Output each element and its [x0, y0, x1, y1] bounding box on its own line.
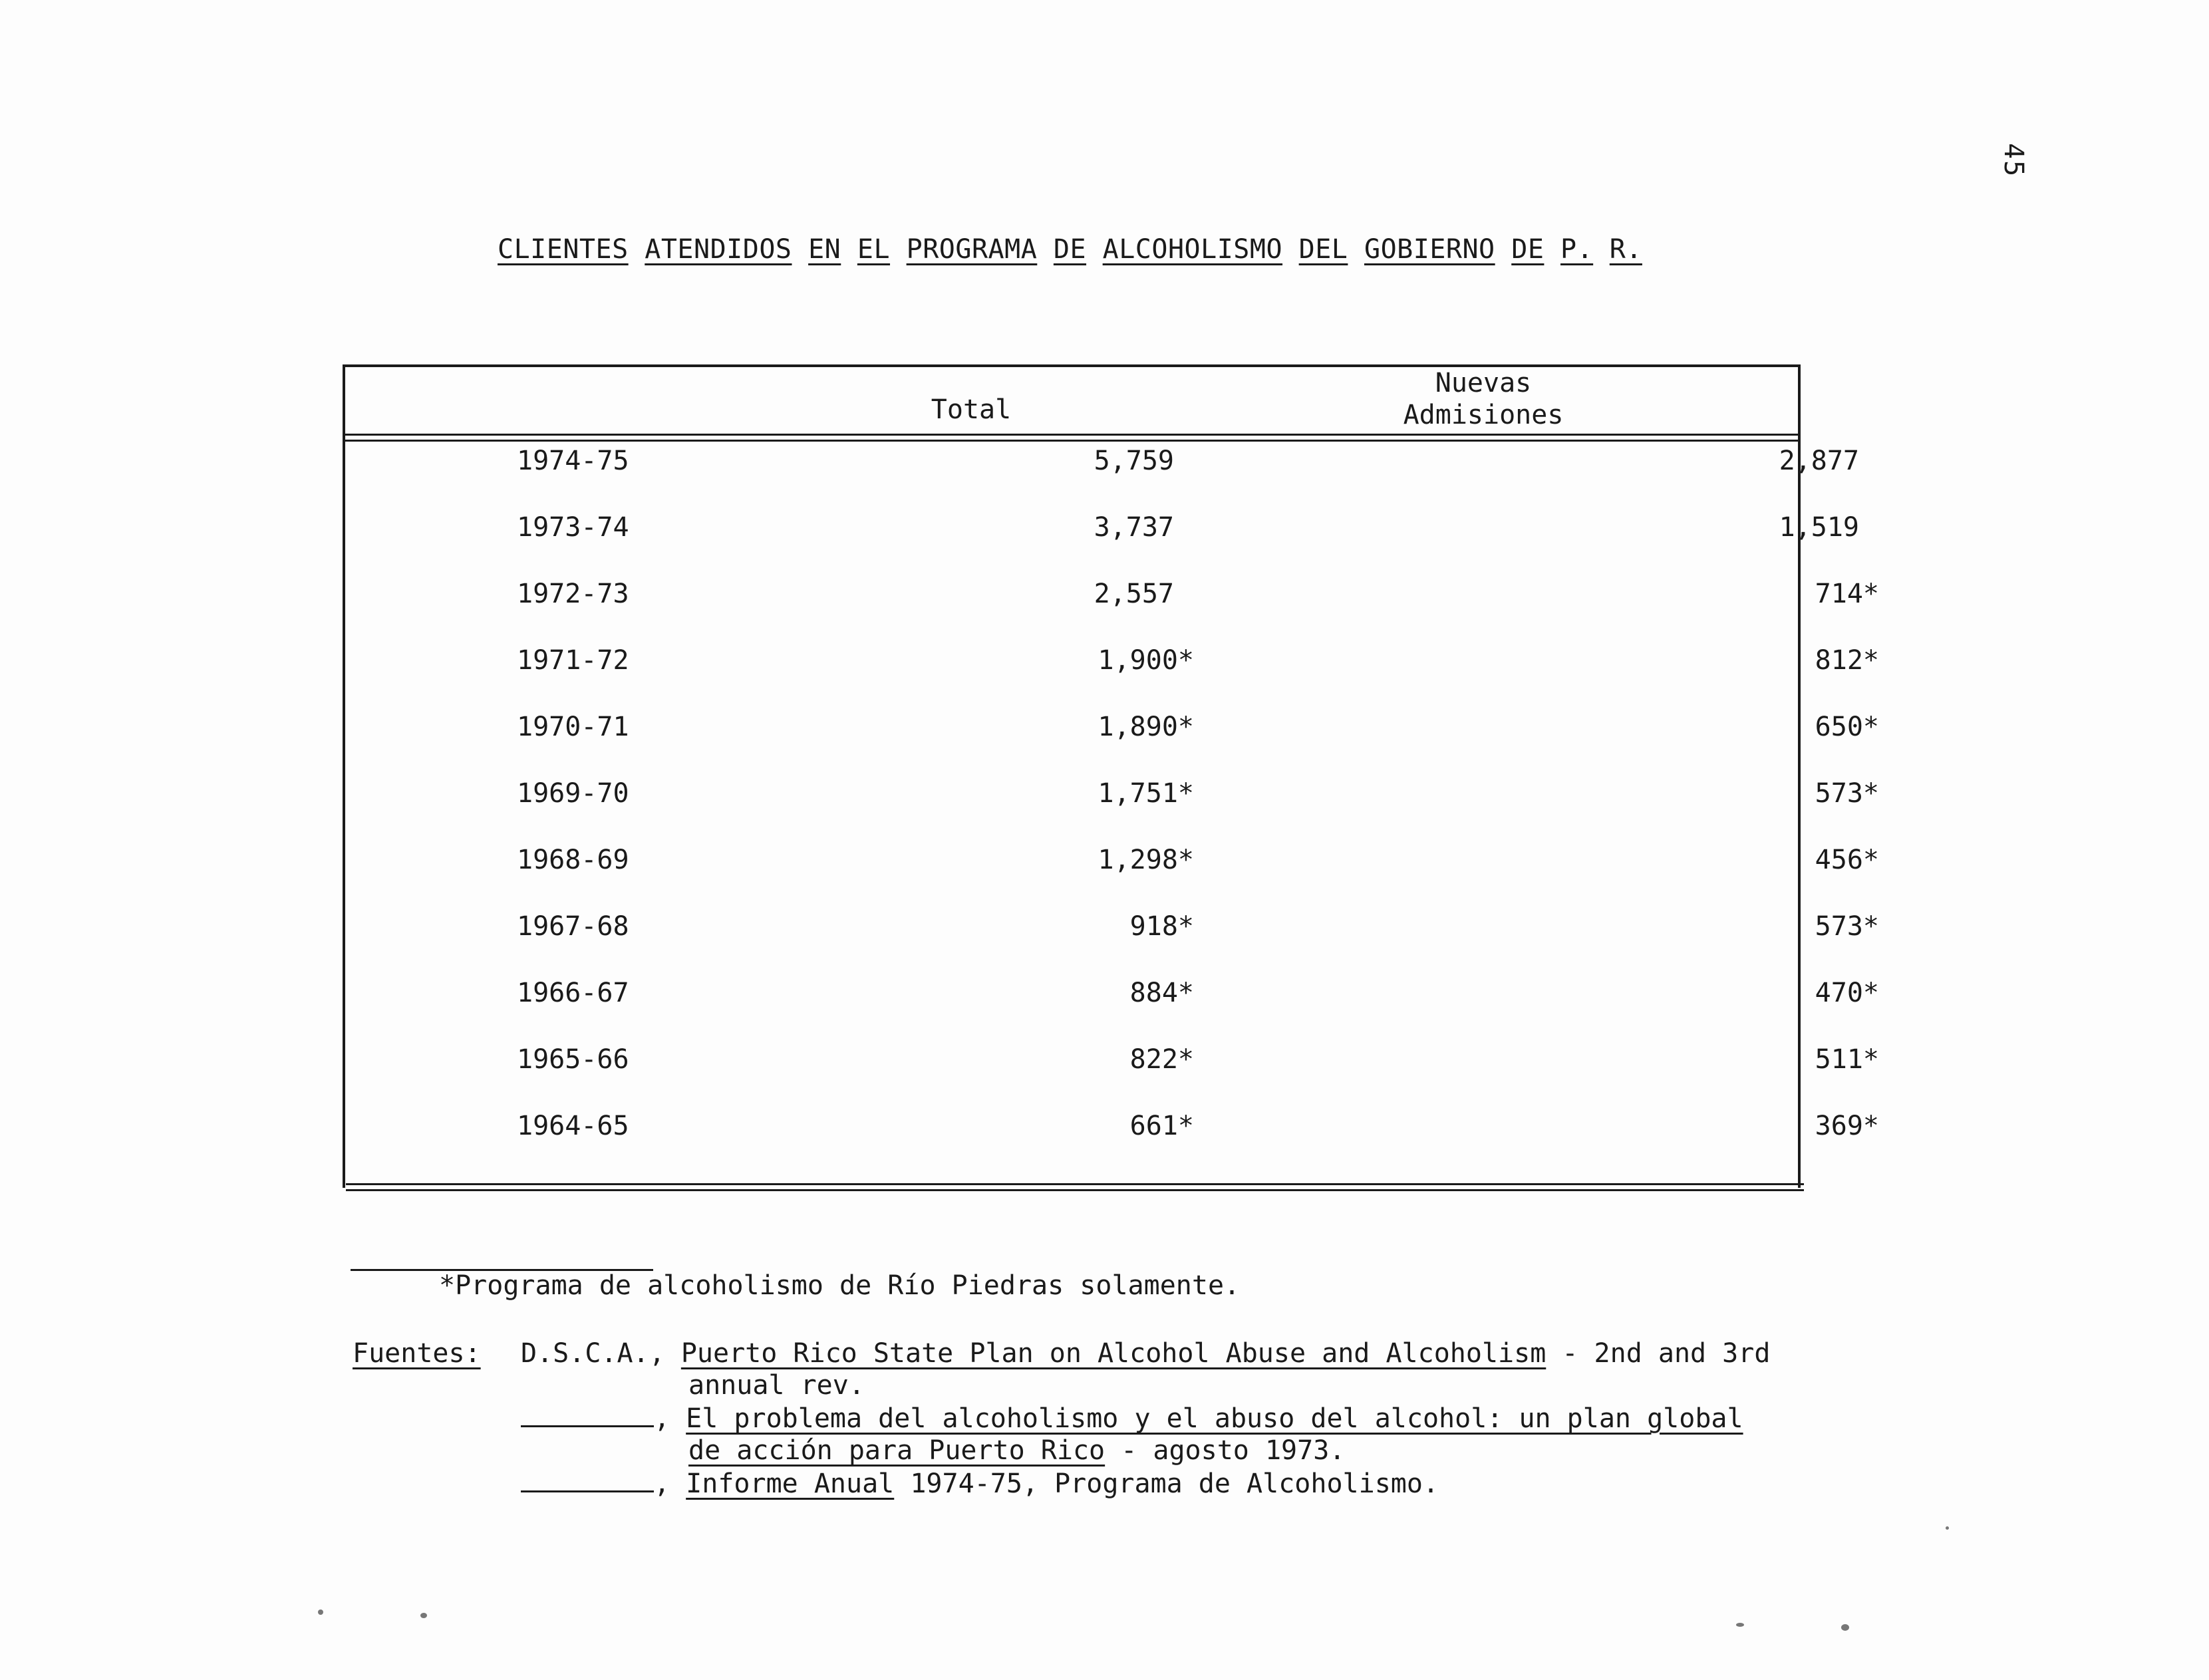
nuevas-cell: 456* [1815, 845, 1879, 875]
year-cell: 1972-73 [517, 579, 629, 609]
page-number: 45 [1998, 143, 2029, 178]
source-1-suffix: - 2nd and 3rd [1546, 1338, 1771, 1369]
year-cell: 1971-72 [517, 645, 629, 676]
header-divider [343, 440, 1801, 442]
total-cell: 1,900* [1098, 645, 1194, 676]
nuevas-cell: 470* [1815, 978, 1879, 1008]
nuevas-cell: 714* [1815, 579, 1879, 609]
column-header-line: Admisiones [1403, 400, 1564, 430]
source-3: , Informe Anual 1974-75, Programa de Alcoholismo. [521, 1469, 1439, 1499]
source-2-suffix: - agosto 1973. [1105, 1435, 1346, 1466]
title-word: CLIENTES [498, 234, 629, 265]
nuevas-cell: 650* [1815, 712, 1879, 742]
source-3-title: Informe Anual [686, 1469, 895, 1499]
scan-speck [1946, 1526, 1949, 1530]
source-2: , El problema del alcoholismo y el abuso del alcohol: un plan global [521, 1403, 1743, 1434]
scan-speck [1736, 1623, 1744, 1627]
year-cell: 1964-65 [517, 1111, 629, 1141]
ditto-rule [521, 1470, 654, 1492]
table-row [343, 446, 1859, 512]
total-cell: 884* [1129, 978, 1194, 1008]
source-1-prefix: D.S.C.A., [521, 1338, 665, 1369]
title-word: ALCOHOLISMO [1102, 234, 1283, 265]
total-cell: 918* [1129, 911, 1194, 942]
source-2-title: El problema del alcoholismo y el abuso del alcohol: un plan global [686, 1403, 1743, 1434]
source-1-continued: annual rev. [688, 1370, 865, 1401]
total-cell: 1,751* [1098, 778, 1194, 809]
table-row [343, 1111, 1879, 1177]
table-bottom-rule [346, 1183, 1804, 1185]
table-row [343, 645, 1879, 712]
scan-speck [318, 1610, 323, 1615]
total-cell: 3,737 [1094, 512, 1174, 543]
year-cell: 1965-66 [517, 1044, 629, 1075]
source-2-continued [688, 1435, 1345, 1466]
total-cell: 1,298* [1098, 845, 1194, 875]
title-word: DEL [1298, 234, 1348, 265]
scan-speck [1841, 1624, 1849, 1631]
nuevas-cell: 1,519 [1779, 512, 1859, 543]
year-cell: 1967-68 [517, 911, 629, 942]
column-header-line: Nuevas [1435, 368, 1532, 398]
sources-label: Fuentes: [353, 1338, 481, 1369]
ditto-rule [521, 1405, 654, 1427]
total-cell: 5,759 [1094, 446, 1174, 476]
source-1 [521, 1338, 1770, 1369]
table-row [343, 911, 1879, 978]
total-cell: 1,890* [1098, 712, 1194, 742]
year-cell: 1966-67 [517, 978, 629, 1008]
nuevas-cell: 812* [1815, 645, 1879, 676]
table-row [343, 579, 1879, 645]
source-2-title-continued: de acción para Puerto Rico [688, 1435, 1105, 1466]
title-word: R. [1609, 234, 1642, 265]
column-header-total: Total [931, 394, 1012, 425]
table-row [343, 512, 1859, 579]
table-row [343, 712, 1879, 778]
footnote: *Programa de alcoholismo de Río Piedras solamente. [439, 1270, 1241, 1301]
year-cell: 1973-74 [517, 512, 629, 543]
total-cell: 661* [1129, 1111, 1194, 1141]
title-word: DE [1053, 234, 1087, 265]
title-word: ATENDIDOS [645, 234, 792, 265]
table-row [343, 778, 1879, 845]
title-word: GOBIERNO [1364, 234, 1495, 265]
nuevas-cell: 369* [1815, 1111, 1879, 1141]
column-header-nuevas-admisiones [1370, 367, 1596, 431]
page-title [498, 234, 1642, 265]
header-divider [343, 434, 1801, 436]
total-cell: 2,557 [1094, 579, 1174, 609]
nuevas-cell: 2,877 [1779, 446, 1859, 476]
source-3-suffix: 1974-75, Programa de Alcoholismo. [894, 1469, 1439, 1499]
title-word: DE [1511, 234, 1545, 265]
nuevas-cell: 573* [1815, 778, 1879, 809]
nuevas-cell: 511* [1815, 1044, 1879, 1075]
scan-speck [420, 1613, 427, 1618]
year-cell: 1974-75 [517, 446, 629, 476]
title-word: EL [857, 234, 891, 265]
total-cell: 822* [1129, 1044, 1194, 1075]
title-word: PROGRAMA [906, 234, 1038, 265]
year-cell: 1968-69 [517, 845, 629, 875]
title-word: P. [1560, 234, 1594, 265]
title-word: EN [808, 234, 841, 265]
table-bottom-rule [346, 1189, 1804, 1191]
table-row [343, 845, 1879, 911]
year-cell: 1969-70 [517, 778, 629, 809]
nuevas-cell: 573* [1815, 911, 1879, 942]
table-row [343, 978, 1879, 1044]
table-row [343, 1044, 1879, 1111]
year-cell: 1970-71 [517, 712, 629, 742]
source-1-title: Puerto Rico State Plan on Alcohol Abuse and Alcoholism [680, 1338, 1546, 1369]
